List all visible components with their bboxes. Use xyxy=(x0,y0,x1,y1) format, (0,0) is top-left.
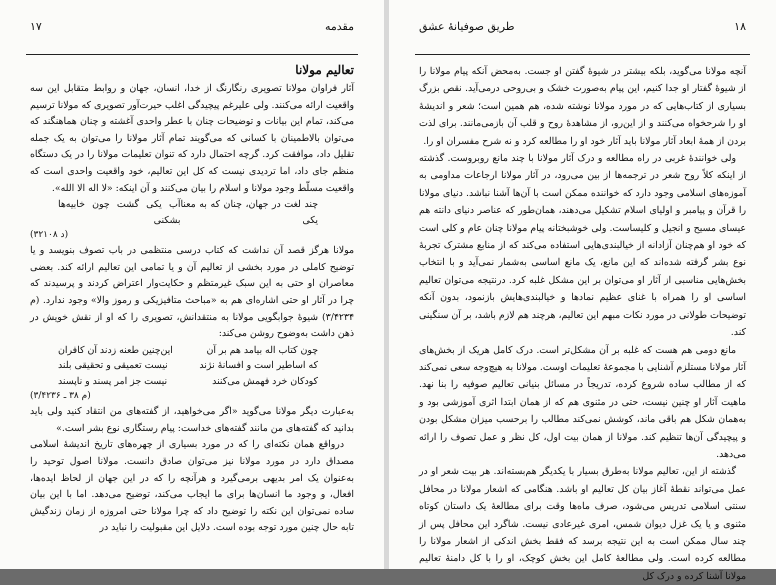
verse-reference: (د ۳۲۱۰۸) xyxy=(30,230,69,241)
running-header: مقدمه xyxy=(324,20,354,33)
paragraph: درواقع همان نکته‌ای را که در مورد بسیاری از چهره‌های تاریخ اندیشهٔ اسلامی مصداق دارد در مورد مولانا نیز می‌توان صادق دانست. مولانا اصول توحید را به‌عنوان یک امر بدیهی برمی‌گیرد و هرآنچه را که در این جهان از لحاظ ایده‌ها، افعال، و وجود ما انسان‌ها برای ما ایجاب می‌کند، توضیح می‌دهد. اما با این بیان ساده نمی‌توان این نکته را توضیح داد که چرا مولانا حتی امروزه از زمان زندگیش تابه حال چنین مورد توجه بوده است. دلایل این مقبولیت را نباید در xyxy=(30,439,354,534)
right-page xyxy=(389,0,776,582)
verse-hemistich: که اساطیر است و افسانهٔ نژند xyxy=(199,360,318,372)
header-rule xyxy=(415,54,750,55)
verse-hemistich: چند لغت در جهان، چنان که به معنا یکی xyxy=(180,199,318,226)
paragraph: گذشته از این، تعالیم مولانا به‌طرق بسیار با یکدیگر هم‌بسته‌اند. هر بیت شعر او در عمل می‌تواند نقطهٔ آغاز بیان کل تعالیم او باشد. هنگامی که اشعار مولانا در محافل سنتی اسلامی تدریس می‌شود، صرف ماه‌ها وقت برای مطالعهٔ یک داستان کوتاه مثنوی و یا یک غزل دیوان شمس، امری غیرعادی نیست. شاگرد این محافل پس از چند سال ممکن است به این نتیجه برسد که فقط بخش اندکی از اشعار مولانا را مطالعه کرده است. ولی مطالعهٔ کامل این بخش کوچک، او را با کل دامنهٔ تعالیم مولانا آشنا کرده و درک کل xyxy=(419,466,746,582)
paragraph: مانع دومی هم هست که غلبه بر آن مشکل‌تر است. درک کامل هریک از بخش‌های آثار مولانا مستلزم آشنایی با مجموعهٔ تعلیمات اوست. مولانا به هیچ‌وجه سعی نمی‌کند که از مطالب ساده شروع کرده، تدریجاً در مسائل بنیانی تعالیم صوفیه را بنا نهد. ماهیت آثار او چنین نیست، حتی در مثنوی هم که از همان ابتدا اثری آموزشی بود و به‌همان شکل هم باقی ماند، کوشش نمی‌کند مطالب را برحسب میزان مشکل بودن و پیچیدگی آن‌ها تنظیم کند. مولانا از همان بیت اول، کل نظر و عمل تصوف را ارائه می‌دهد. xyxy=(419,344,746,460)
left-page-body xyxy=(30,62,354,537)
paragraph: مولانا هرگز قصد آن نداشت که کتاب درسی منتظمی در باب تصوف بنویسد و یا توضیح کاملی در مورد بخشی از تعالیم آن و یا تمامی این تعالیم ارائه کند. بعضی معاصران او حتی به این سبک غیرمتظم و حکایت‌وار اعتراض کردند و پرسیدند که چرا در آثار او حتی اشاره‌ای هم به «مباحث متافیزیکی و رموز والا» وجود ندارد. (م ۳/۴۲۳۴) شیوهٔ جوابگویی مولانا به منتقدانش، تصویری را که او از نقش خویش در ذهن داشت به‌وضوح روشن می‌کند: xyxy=(30,245,354,340)
header-rule xyxy=(26,54,358,55)
running-header: طریق صوفیانهٔ عشق xyxy=(419,20,515,33)
verse-hemistich: کودکان خرد فهمش می‌کنند xyxy=(212,375,318,387)
verse-hemistich: این‌چنین طعنه زدند آن کافران xyxy=(58,344,173,356)
verse-hemistich: نیست جز امر پسند و ناپسند xyxy=(58,375,168,387)
right-page-body xyxy=(419,63,746,585)
verse-line xyxy=(30,374,354,390)
paragraph: ولی خوانندهٔ غربی در راه مطالعه و درک آثار مولانا با چند مانع روبروست. گذشته از اینکه کلاً روح شعر در ترجمه‌ها از بین می‌رود، در آثار مولانا ارجاعات مداومی به آموزه‌های اسلامی وجود دارد که خواننده ممکن است با آن‌ها آشنا نباشد. دنیای مولانا را قرآن و پیامبر و اولیای اسلام تشکیل می‌دهند، همان‌طور که عناصر دنیای دانته هم عیسای مسیح و انجیل و کلیساست. ولی خوشبختانه پیام مولانا چنان عام و کلی است که خود او هم‌چنان آزادانه از خیالبندی‌هایی استفاده می‌کند که از منابع مشترک تجربهٔ نوع بشر گرفته شده‌اند که این مانع، یک مانع اساسی به‌شمار نمی‌آید و با انتخاب بخش‌هایی مناسبی از آثار او می‌توان بر این مشکل غلبه کرد. درنتیجه می‌توان تعالیم اساسی او را همراه با غنای عظیم نمادها و خیالبندی‌هایش بازنمود، بدون آنکه توضیحات طولانی در مورد نکات مبهم این تعالیم، هرچند هم لازم باشد، بر آن سنگینی کند. xyxy=(419,153,746,339)
left-page xyxy=(0,0,384,569)
page-number: ۱۷ xyxy=(30,20,42,33)
section-title: تعالیم مولانا xyxy=(295,63,354,77)
verse-line xyxy=(30,358,354,374)
verse-hemistich: نیست تعمیقی و تحقیقی بلند xyxy=(58,360,168,372)
verse-hemistich: آب یکی گشت چون خابیه‌ها بشکنی xyxy=(58,199,181,226)
verse-reference: (م ۳۸ ـ ۳/۴۲۳۶) xyxy=(30,391,91,402)
paragraph: به‌عبارت دیگر مولانا می‌گوید «اگر می‌خواهید، از گفته‌های من انتقاد کنید ولی باید بدانید که گفته‌های من مانند گفته‌های خداست: پیام رستگاری نوع بشر است.» xyxy=(30,406,354,434)
verse-hemistich: چون کتاب اله بیامد هم بر آن xyxy=(206,344,318,356)
page-number: ۱۸ xyxy=(734,20,746,33)
verse-line xyxy=(30,343,354,359)
verse-line xyxy=(30,197,354,228)
paragraph: آثار فراوان مولانا تصویری رنگارنگ از خدا، انسان، جهان و روابط متقابل این سه واقعیت ارائه می‌کنند. ولی علیرغم پیچیدگی اغلب حیرت‌آور تصویری که مولانا ترسیم می‌کند، تمام این بیانات و توضیحات چنان با عطر واحدی آغشته و چنان هماهنگند که می‌توان بالاطمینان با کسانی که می‌گویند تمام آثار مولانا را می‌توان به یک جمله تقلیل داد، موافقت کرد. گرچه احتمال دارد که تنوان تعلیمات مولانا را در یک دستگاه منظم جای داد، اما تردیدی نیست که کل این تعالیم، خود واقعیت واحدی است که واقعیت مسلّط وجود مولانا و اسلام را بیان می‌کنند و آن اینکه: «لا اله الا الله». xyxy=(30,83,354,194)
paragraph: آنچه مولانا می‌گوید، بلکه بیشتر در شیوهٔ گفتن او جست. به‌محض آنکه پیام مولانا را از شیوهٔ گفتار او جدا کنیم، این پیام به‌صورت خشک و بی‌روحی درمی‌آید. نقص بزرگ بسیاری از کتاب‌هایی که در مورد مولانا نوشته شده، هم همین است؛ شعر و اندیشهٔ او را شرحخواه می‌کنند و از این‌رو، از مشاهدهٔ روح و قلب آن بازمی‌مانند. برای لذت بردن از همهٔ ابعاد آثار مولانا باید آثار خود او را مطالعه کرد و نه شرح مفسران او را. xyxy=(419,66,746,147)
